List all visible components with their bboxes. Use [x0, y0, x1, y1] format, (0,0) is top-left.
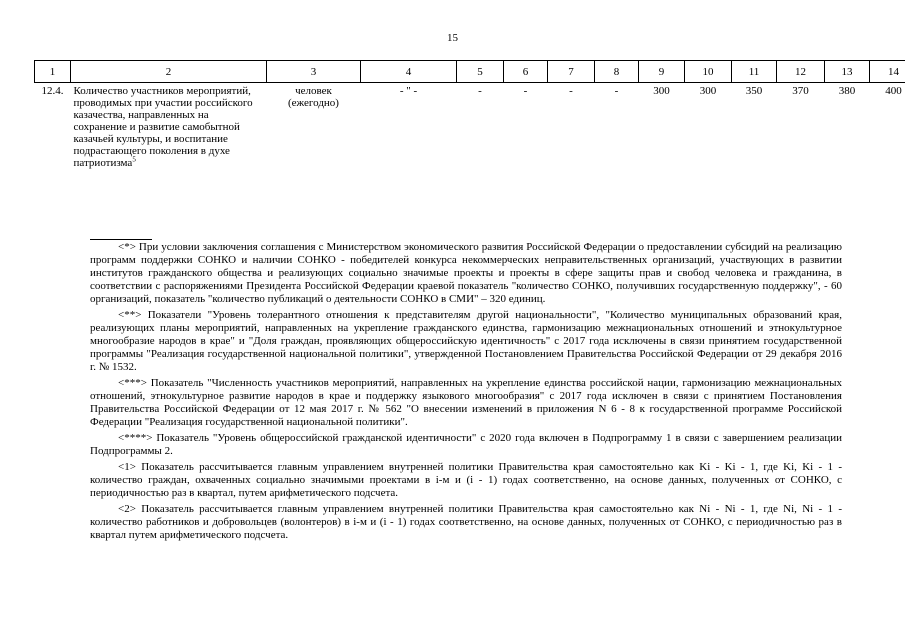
column-header: 11	[732, 61, 777, 83]
footnotes-section	[90, 241, 842, 545]
column-header: 1	[35, 61, 71, 83]
indicator-name-text: Количество участников мероприятий, проводимых при участии российского казачества, направленных на сохранение и развитие самобытной казачьей культуры, и воспитание подрастающего поколения в духе патриотизма	[73, 85, 253, 169]
column-header: 13	[825, 61, 870, 83]
row-number: 12.4.	[41, 85, 64, 97]
footnote: <2> Показатель рассчитывается главным управлением внутренней политики Правительства края самостоятельно как Ni - Ni - 1, где Ni, Ni - 1 - количество работников и добровольцев (волонтеров) в i-м и (i - 1) годах соответственно, на основе данных, полученных от СОНКО, с периодичностью раз в квартал путем арифметического подсчета.	[90, 503, 842, 541]
table-cell: -	[523, 85, 528, 97]
table-cell: -	[614, 85, 619, 97]
column-header: 10	[685, 61, 732, 83]
table-cell: - " -	[399, 85, 418, 97]
indicator-name	[71, 83, 267, 170]
footnote: <***> Показатель "Численность участников мероприятий, направленных на укрепление единства российской нации, гармонизацию межнациональных отношений, этнокультурное развитие народов в крае и поддержку языкового многообразия" с 2017 года исключен в связи с принятием Постановления Правительства Российской Федерации от 12 мая 2017 г. № 562 "О внесении изменений в приложения N 6 - 8 к государственной программе Российской Федерации "Реализация государственной национальной политики".	[90, 377, 842, 428]
table-cell: 300	[653, 85, 670, 97]
page-number: 15	[447, 32, 458, 44]
unit-cell: человек (ежегодно)	[288, 85, 339, 109]
indicator-table	[34, 60, 905, 169]
footnote: <**> Показатели "Уровень толерантного отношения к представителям другой национальности", "Количество муниципальных образований края, реализующих планы мероприятий, направленных на укрепление гражданского единства, гармонизацию межнациональных отношений и этнокультурное многообразие народов в крае" и "Доля граждан, проявляющих общероссийскую идентичность" с 2017 года исключены в связи принятием государственной программы "Реализация государственной национальной политики", утвержденной Постановлением Правительства Российской Федерации от 29 декабря 2016 г. № 1532.	[90, 309, 842, 373]
column-header: 8	[595, 61, 639, 83]
column-header: 5	[457, 61, 504, 83]
table-cell: 350	[745, 85, 763, 97]
column-header: 7	[548, 61, 595, 83]
table-cell: 380	[838, 85, 856, 97]
column-header: 14	[870, 61, 905, 83]
table-cell: 370	[792, 85, 809, 97]
footnote: <****> Показатель "Уровень общероссийской гражданской идентичности" с 2020 года включен в Подпрограмму 1 в связи с завершением реализации Подпрограммы 2.	[90, 432, 842, 457]
table-cell: 400	[885, 85, 902, 97]
table-row	[35, 83, 905, 170]
column-header: 4	[361, 61, 457, 83]
column-header: 6	[504, 61, 548, 83]
footnote: <1> Показатель рассчитывается главным управлением внутренней политики Правительства края самостоятельно как Ki - Ki - 1, где Ki, Ki - 1 - количество граждан, охваченных социально значимыми проектами в i-м и (i - 1) годах соответственно, на основе данных, полученных от СОНКО, с периодичностью раз в квартал, путем арифметического подсчета.	[90, 461, 842, 499]
column-header: 12	[777, 61, 825, 83]
table-header-row	[35, 61, 905, 83]
footnote: <*> При условии заключения соглашения с Министерством экономического развития Российской Федерации о предоставлении субсидий на реализацию программ поддержки СОНКО и наличии СОНКО - победителей конкурса некоммерческих неправительственных организаций, участвующих в развитии институтов гражданского общества и реализующих социально значимые проекты и проекты в сфере защиты прав и свобод человека и гражданина, в соответствии с распоряжениями Президента Российской Федерации краевой показатель "количество СОНКО, получивших государственную поддержку", - 60 организаций, показатель "количество публикаций о деятельности СОНКО в СМИ" – 320 единиц.	[90, 241, 842, 305]
footnote-ref: 5	[132, 155, 136, 164]
table-cell: -	[478, 85, 482, 97]
column-header: 2	[71, 61, 267, 83]
column-header: 9	[639, 61, 685, 83]
column-header: 3	[267, 61, 361, 83]
table-cell: -	[569, 85, 573, 97]
footnote-divider	[90, 239, 152, 240]
table-cell: 300	[699, 85, 717, 97]
